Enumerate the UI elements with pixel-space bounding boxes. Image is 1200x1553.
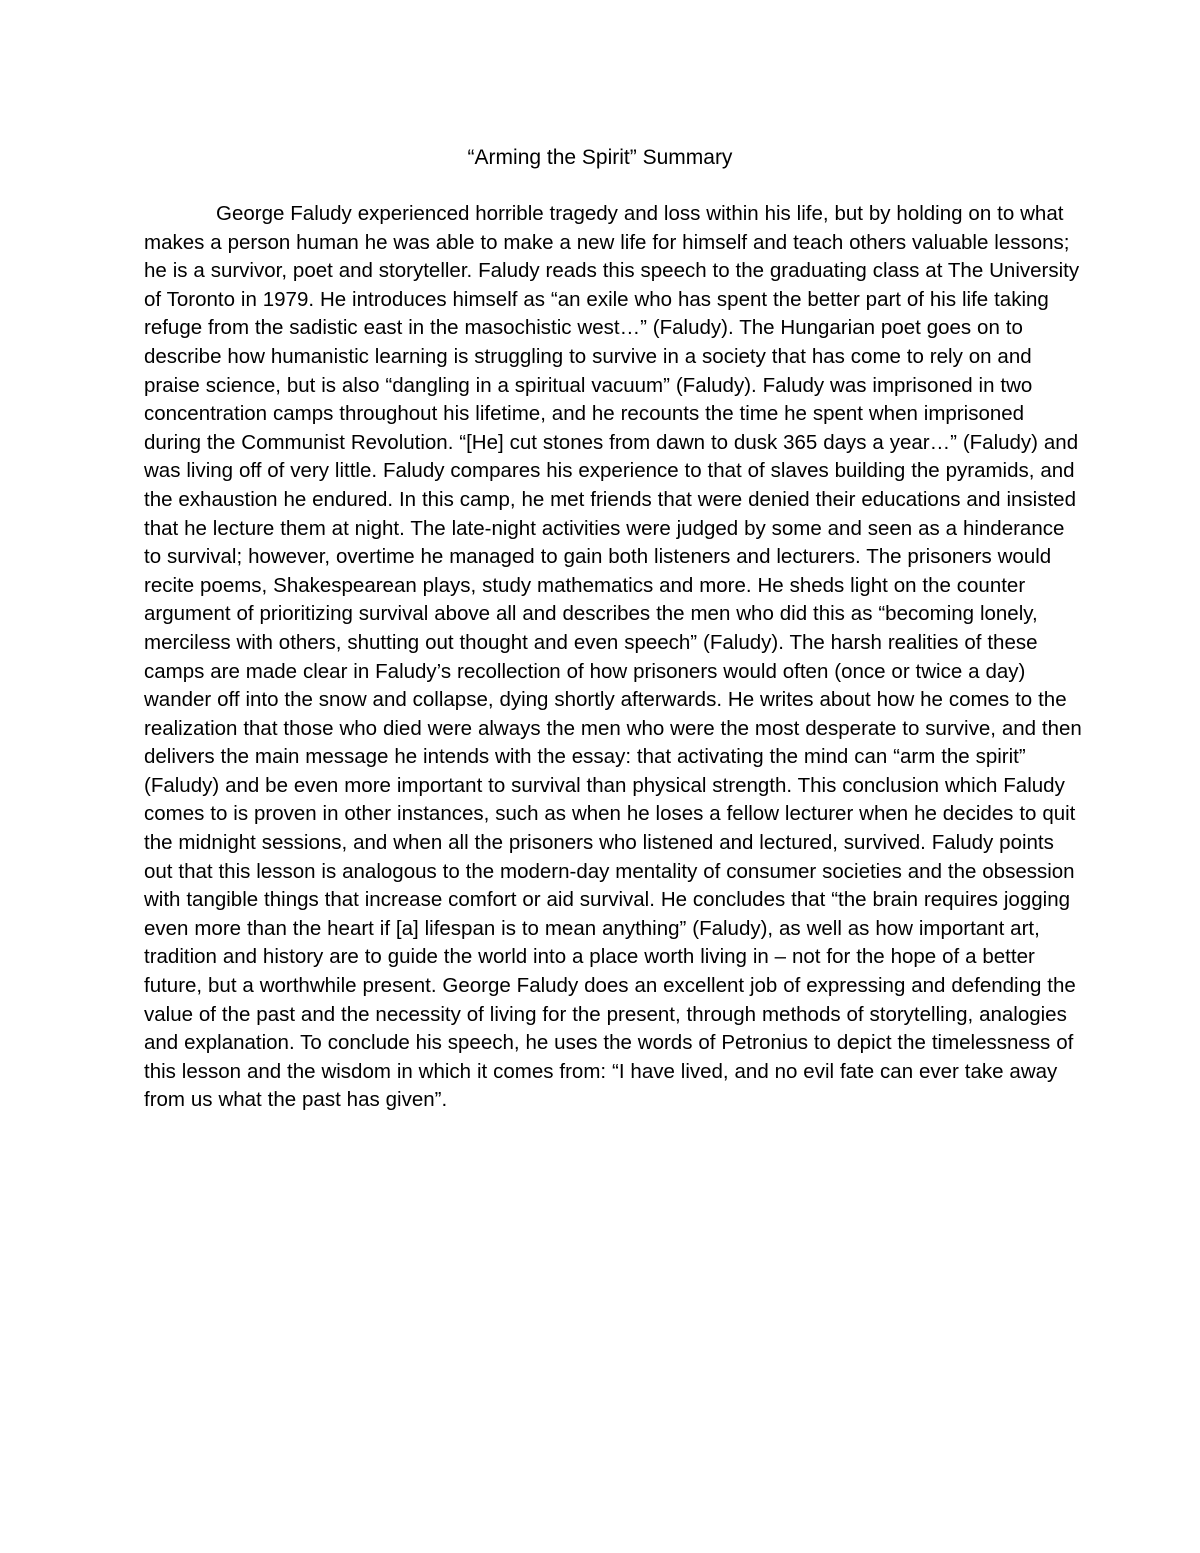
document-title: “Arming the Spirit” Summary xyxy=(467,146,733,169)
summary-paragraph: George Faludy experienced horrible tragedy and loss within his life, but by holding on to what makes a person human he was able to make a new life for himself and teach others valuable lessons; he is a survivor, poet and storyteller. Faludy reads this speech to the graduating class at The University of Toronto in 1979. He introduces himself as “an exile who has spent the better part of his life taking refuge from the sadistic east in the masochistic west…” (Faludy). The Hungarian poet goes on to describe how humanistic learning is struggling to survive in a society that has come to rely on and praise science, but is also “dangling in a spiritual vacuum” (Faludy). Faludy was imprisoned in two concentration camps throughout his lifetime, and he recounts the time he spent when imprisoned during the Communist Revolution. “[He] cut stones from dawn to dusk 365 days a year…” (Faludy) and was living off of very little. Faludy compares his experience to that of slaves building the pyramids, and the exhaustion he endured. In this camp, he met friends that were denied their educations and insisted that he lecture them at night. The late-night activities were judged by some and seen as a hinderance to survival; however, overtime he managed to gain both listeners and lecturers. The prisoners would recite poems, Shakespearean plays, study mathematics and more. He sheds light on the counter argument of prioritizing survival above all and describes the men who did this as “becoming lonely, merciless with others, shutting out thought and even speech” (Faludy). The harsh realities of these camps are made clear in Faludy’s recollection of how prisoners would often (once or twice a day) wander off into the snow and collapse, dying shortly afterwards. He writes about how he comes to the realization that those who died were always the men who were the most desperate to survive, and then delivers the main message he intends with the essay: that activating the mind can “arm the spirit” (Faludy) and be even more important to survival than physical strength. This conclusion which Faludy comes to is proven in other instances, such as when he loses a fellow lecturer when he decides to quit the midnight sessions, and when all the prisoners who listened and lectured, survived. Faludy points out that this lesson is analogous to the modern-day mentality of consumer societies and the obsession with tangible things that increase comfort or aid survival. He concludes that “the brain requires jogging even more than the heart if [a] lifespan is to mean anything” (Faludy), as well as how important art, tradition and history are to guide the world into a place worth living in – not for the hope of a better future, but a worthwhile present. George Faludy does an excellent job of expressing and defending the value of the past and the necessity of living for the present, through methods of storytelling, analogies and explanation. To conclude his speech, he uses the words of Petronius to depict the timelessness of this lesson and the wisdom in which it comes from: “I have lived, and no evil fate can ever take away from us what the past has given”. xyxy=(144,202,1082,1112)
